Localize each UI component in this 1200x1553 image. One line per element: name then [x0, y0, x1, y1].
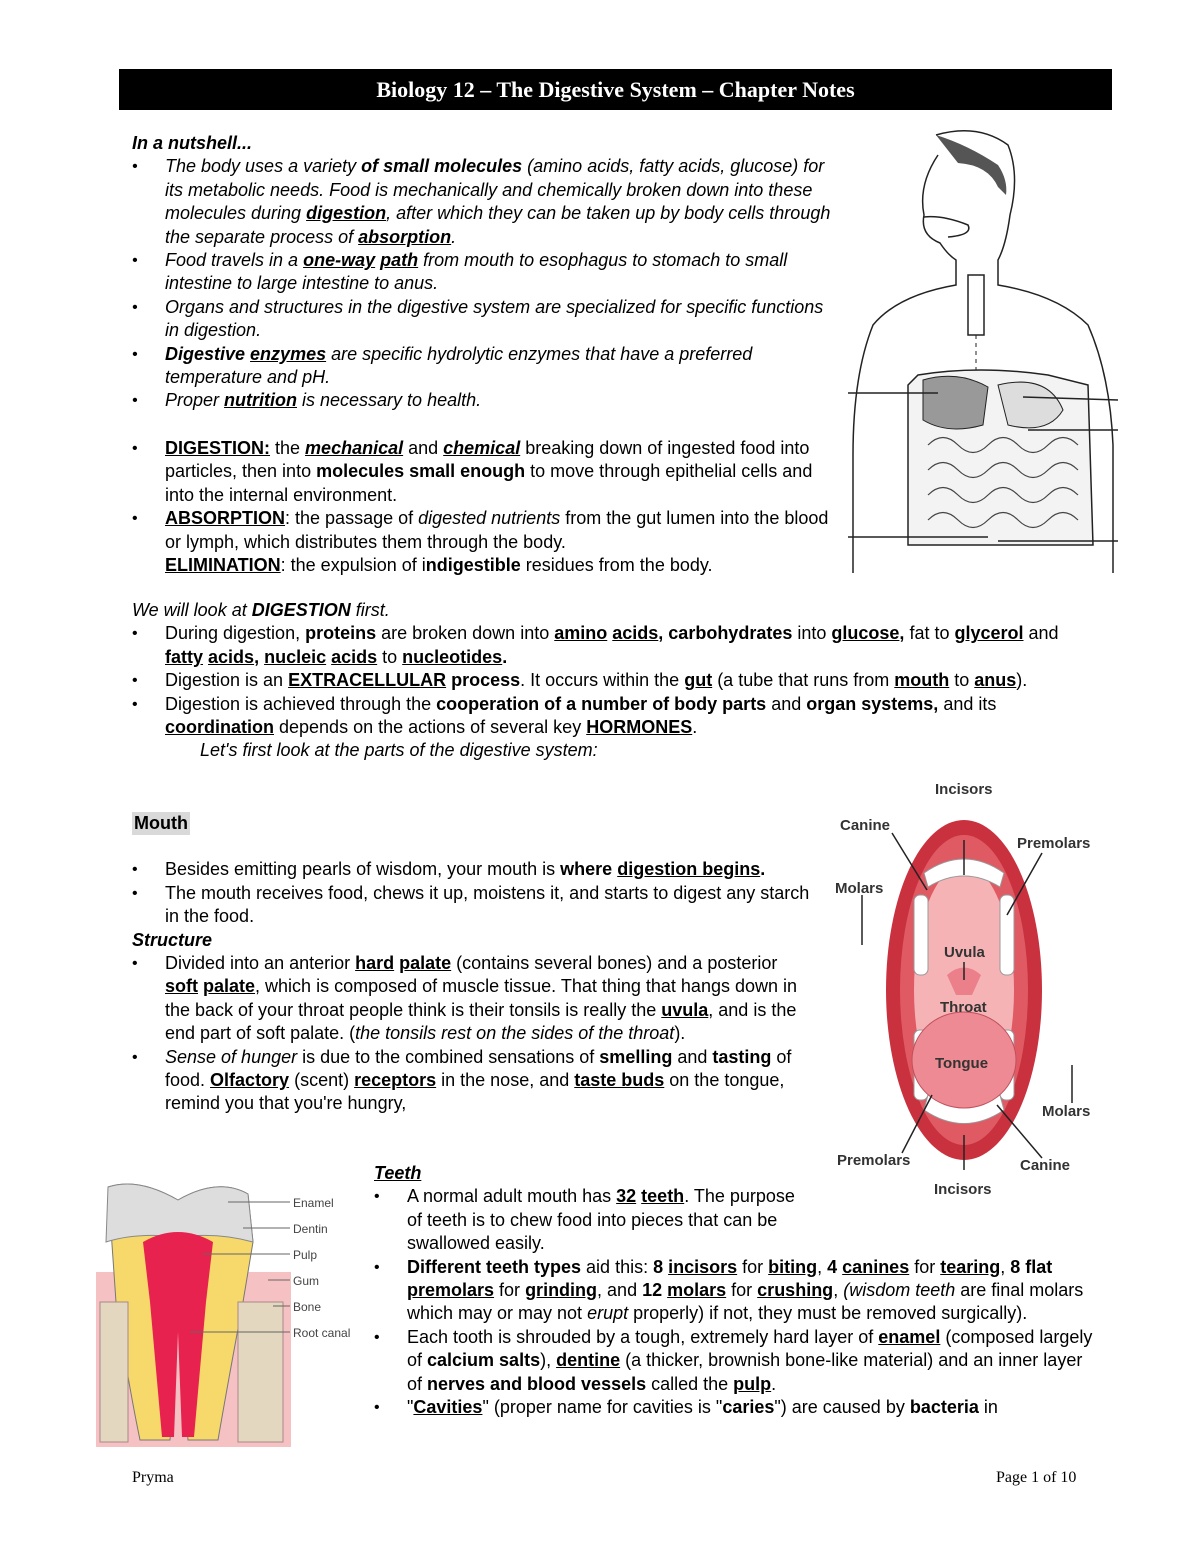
mouth-list: [132, 858, 812, 928]
text: and: [1023, 623, 1059, 644]
text: Each tooth is shrouded by a tough, extremely hard layer of: [407, 1326, 879, 1347]
list-item: [132, 1046, 812, 1116]
text: 12: [642, 1280, 668, 1301]
text: 4: [827, 1256, 843, 1277]
label-incisors-bottom: Incisors: [934, 1181, 992, 1198]
text: dentine: [556, 1350, 621, 1371]
text: Besides emitting pearls of wisdom, your mouth is: [165, 859, 561, 880]
text: digested nutrients: [418, 508, 561, 529]
text: , and: [597, 1280, 643, 1301]
text: organ systems,: [806, 693, 939, 714]
definitions-list: [132, 437, 837, 577]
text: pulp: [733, 1373, 772, 1394]
bone-right: [238, 1302, 283, 1442]
text: .: [771, 1373, 777, 1394]
mouth-section: [132, 812, 812, 1116]
text: ,: [899, 623, 905, 644]
list-item: [132, 389, 837, 412]
list-item: [132, 622, 1092, 669]
text: DIGESTION: [251, 600, 351, 620]
label-dentin: Dentin: [293, 1222, 328, 1236]
text: for: [737, 1256, 769, 1277]
text: of small molecules: [361, 156, 523, 177]
label-pulp: Pulp: [293, 1248, 318, 1262]
text: Cavities: [413, 1397, 483, 1418]
term: DIGESTION:: [165, 438, 271, 458]
text: to: [377, 646, 403, 667]
text: ,: [254, 646, 265, 667]
text: . The purpose of teeth is to chew food into pieces that can be swallowed easily.: [407, 1186, 795, 1254]
text: digestion begins: [617, 859, 761, 880]
text: HORMONES: [586, 717, 693, 738]
list-item: [132, 343, 837, 390]
text: digestion: [306, 203, 387, 224]
lets-look-text: Let's first look at the parts of the digestive system:: [200, 740, 598, 761]
list-item: [374, 1326, 1094, 1396]
text: (amino acids, fatty acids, glucose) for its metabolic needs. Food is mechanically and chemically broken down into these molecules during: [165, 156, 825, 224]
text: soft: [165, 976, 198, 997]
text: hard: [355, 953, 395, 974]
text: palate: [203, 976, 256, 997]
text: bacteria: [909, 1397, 979, 1418]
text: are broken down into: [376, 623, 555, 644]
bone-left: [100, 1302, 128, 1442]
text: " (proper name for cavities is ": [482, 1397, 723, 1418]
text: .: [502, 646, 508, 667]
mouth-heading: Mouth: [132, 812, 190, 835]
text: receptors: [354, 1070, 437, 1091]
text: mouth: [894, 670, 950, 691]
list-item: [132, 249, 837, 296]
text: breaking down of ingested food into particles, then into: [165, 438, 810, 482]
text: Different teeth types: [407, 1256, 582, 1277]
text: caries: [722, 1397, 775, 1418]
text: ,: [817, 1256, 828, 1277]
text: to move through epithelial cells and into the internal environment.: [165, 461, 813, 505]
label-tongue: Tongue: [935, 1055, 989, 1072]
text: are final molars which may or may not: [407, 1280, 1084, 1324]
text: We will look at: [132, 600, 252, 620]
label-root-canal: Root canal: [293, 1326, 351, 1340]
label-throat: Throat: [940, 999, 987, 1016]
text: , carbohydrates: [658, 623, 793, 644]
text: nerves and blood vessels: [427, 1373, 647, 1394]
text: canines: [842, 1256, 910, 1277]
text: .: [760, 859, 766, 880]
text: ).: [674, 1023, 686, 1044]
label-bone: Bone: [293, 1300, 322, 1314]
text: enzymes: [250, 343, 327, 364]
text: acids: [208, 646, 255, 667]
text: Digestion is achieved through the: [165, 693, 437, 714]
text: are specific hydrolytic enzymes that have a preferred temperature and pH.: [165, 343, 753, 388]
left-upper-molars: [914, 895, 928, 975]
nutshell-heading: In a nutshell...: [132, 133, 253, 153]
liver: [923, 376, 988, 429]
text: proteins: [305, 623, 377, 644]
text: into: [792, 623, 832, 644]
text: Olfactory: [210, 1070, 290, 1091]
list-item: [132, 507, 837, 577]
text: called the: [646, 1373, 734, 1394]
text: tearing: [940, 1256, 1001, 1277]
digestion-list: [132, 622, 1092, 739]
digestive-system-illustration: [848, 125, 1118, 573]
text: incisors: [668, 1256, 738, 1277]
list-item: [374, 1185, 804, 1255]
footer-page-number: Page 1 of 10: [996, 1469, 1077, 1486]
text: absorption: [358, 226, 452, 247]
text: ,: [1000, 1256, 1011, 1277]
text: 8 flat: [1010, 1256, 1053, 1277]
text: : the passage of: [285, 508, 419, 529]
text: first.: [350, 600, 390, 620]
text: 32: [616, 1186, 637, 1207]
text: grinding: [525, 1280, 598, 1301]
text: for: [909, 1256, 941, 1277]
text: ndigestible: [425, 555, 521, 576]
label-incisors-top: Incisors: [935, 781, 993, 798]
text: tasting: [712, 1046, 772, 1067]
definitions-section: [132, 437, 837, 577]
text: acids: [612, 623, 659, 644]
text: process: [446, 670, 521, 691]
text: The body uses a variety: [165, 156, 362, 177]
text: : the expulsion of i: [280, 555, 426, 576]
list-item: • Organs and structures in the digestive system are specialized for specific functions in digestion.: [132, 296, 837, 343]
label-premolars-left: Premolars: [837, 1152, 911, 1169]
text: nucleotides: [402, 646, 503, 667]
text: enamel: [878, 1326, 941, 1347]
text: ") are caused by: [774, 1397, 910, 1418]
text: 8: [653, 1256, 669, 1277]
label-molars-right: Molars: [1042, 1103, 1091, 1120]
text: ).: [1016, 670, 1028, 691]
text: smelling: [599, 1046, 673, 1067]
label-enamel: Enamel: [293, 1196, 334, 1210]
label-uvula: Uvula: [944, 944, 985, 961]
text: on the tongue, remind you that you're hungry,: [165, 1070, 785, 1114]
text: where: [560, 859, 618, 880]
text: , after which they can be taken up by body cells through the separate process of: [165, 203, 831, 247]
text: (wisdom teeth: [843, 1280, 956, 1301]
text: amino: [554, 623, 608, 644]
mouth-diagram: [832, 775, 1102, 1200]
text: glycerol: [954, 623, 1024, 644]
text: (a tube that runs from: [712, 670, 895, 691]
text: aid this:: [581, 1256, 654, 1277]
teeth-heading: Teeth: [374, 1163, 422, 1183]
text: for: [494, 1280, 526, 1301]
text: is necessary to health.: [297, 390, 482, 411]
text: nutrition: [224, 390, 298, 411]
text: and: [403, 438, 444, 458]
term: ELIMINATION: [165, 555, 281, 576]
text: . It occurs within the: [520, 670, 685, 691]
list-item: [132, 155, 837, 249]
list-item: [132, 437, 837, 507]
text: Sense of hunger: [165, 1046, 298, 1067]
text: cooperation of a number of body parts: [436, 693, 767, 714]
text: nucleic: [264, 646, 327, 667]
teeth-list: [374, 1185, 1094, 1419]
text: for: [726, 1280, 758, 1301]
term: ABSORPTION: [165, 508, 286, 529]
label-canine-right: Canine: [1020, 1157, 1071, 1174]
text: mechanical: [305, 438, 404, 458]
text: the tonsils rest on the sides of the throat: [355, 1023, 675, 1044]
text: depends on the actions of several key: [274, 717, 587, 738]
text: glucose: [831, 623, 900, 644]
text: palate: [399, 953, 452, 974]
footer-author: Pryma: [132, 1469, 174, 1486]
text: and its: [938, 693, 997, 714]
text: is due to the combined sensations of: [297, 1046, 600, 1067]
text: uvula: [661, 999, 709, 1020]
text: (a thicker, brownish bone-like material) and an inner layer of: [407, 1350, 1083, 1394]
text: molars: [667, 1280, 727, 1301]
text: A normal adult mouth has: [407, 1186, 617, 1207]
page-title: Biology 12 – The Digestive System – Chapter Notes: [119, 69, 1112, 110]
tooth-diagram: [78, 1182, 368, 1452]
text: chemical: [443, 438, 521, 458]
text: taste buds: [574, 1070, 665, 1091]
text: (contains several bones) and a posterior: [451, 953, 778, 974]
nutshell-list: [132, 155, 837, 412]
text: fatty: [165, 646, 204, 667]
text: to: [949, 670, 975, 691]
text: molecules small enough: [316, 461, 526, 482]
text: properly) if not, they must be removed surgically).: [628, 1303, 1028, 1324]
text: path: [380, 250, 419, 271]
text: teeth: [641, 1186, 685, 1207]
text: one-way: [303, 250, 376, 271]
text: Food travels in a: [165, 250, 304, 271]
text: and: [766, 693, 807, 714]
text: crushing: [757, 1280, 834, 1301]
list-item: [132, 669, 1092, 692]
label-canine-left: Canine: [840, 817, 891, 834]
text: Proper: [165, 390, 225, 411]
text: of food.: [165, 1046, 792, 1091]
list-item: [374, 1256, 1094, 1326]
list-item: [132, 693, 1092, 740]
nutshell-section: [132, 132, 837, 413]
digestion-intro: [132, 599, 1092, 622]
text: in the nose, and: [436, 1070, 575, 1091]
text: EXTRACELLULAR: [288, 670, 447, 691]
structure-heading: Structure: [132, 929, 213, 950]
text: calcium salts: [427, 1350, 541, 1371]
text: (scent): [289, 1070, 355, 1091]
list-item: [374, 1396, 1094, 1419]
text: biting: [768, 1256, 818, 1277]
digestion-first-section: [132, 599, 1092, 763]
text: in: [978, 1397, 998, 1418]
text: , and is the end part of soft palate. (: [165, 999, 797, 1044]
text: coordination: [165, 717, 274, 738]
text: .: [451, 226, 457, 247]
text: acids: [331, 646, 378, 667]
list-item: [132, 858, 812, 881]
text: gut: [684, 670, 713, 691]
structure-list: [132, 952, 812, 1116]
text: anus: [974, 670, 1017, 691]
list-item: [132, 952, 812, 1046]
text: Digestion is an: [165, 670, 289, 691]
text: .: [692, 717, 698, 738]
label-molars-left: Molars: [835, 880, 884, 897]
text: and: [672, 1046, 713, 1067]
text: ": [407, 1397, 414, 1418]
teeth-section: [374, 1162, 1094, 1419]
text: Divided into an anterior: [165, 953, 356, 974]
text: ),: [540, 1350, 557, 1371]
text: ,: [833, 1280, 844, 1301]
text: premolars: [407, 1280, 495, 1301]
text: Digestive: [165, 343, 251, 364]
text: residues from the body.: [520, 555, 713, 576]
label-gum: Gum: [293, 1274, 320, 1288]
label-premolars-right: Premolars: [1017, 835, 1091, 852]
text: from the gut lumen into the blood or lymph, which distributes them through the body.: [165, 508, 829, 552]
text: from mouth to esophagus to stomach to small intestine to large intestine to anus.: [165, 250, 788, 294]
text: (composed largely of: [407, 1326, 1093, 1371]
list-item: • The mouth receives food, chews it up, moistens it, and starts to digest any starch in the food.: [132, 882, 812, 929]
text: , which is composed of muscle tissue. That thing that hangs down in the back of your throat people think is their tonsils is really the: [165, 976, 798, 1020]
text: fat to: [904, 623, 955, 644]
text: the: [270, 438, 306, 458]
text: During digestion,: [165, 623, 306, 644]
text: erupt: [587, 1303, 629, 1324]
